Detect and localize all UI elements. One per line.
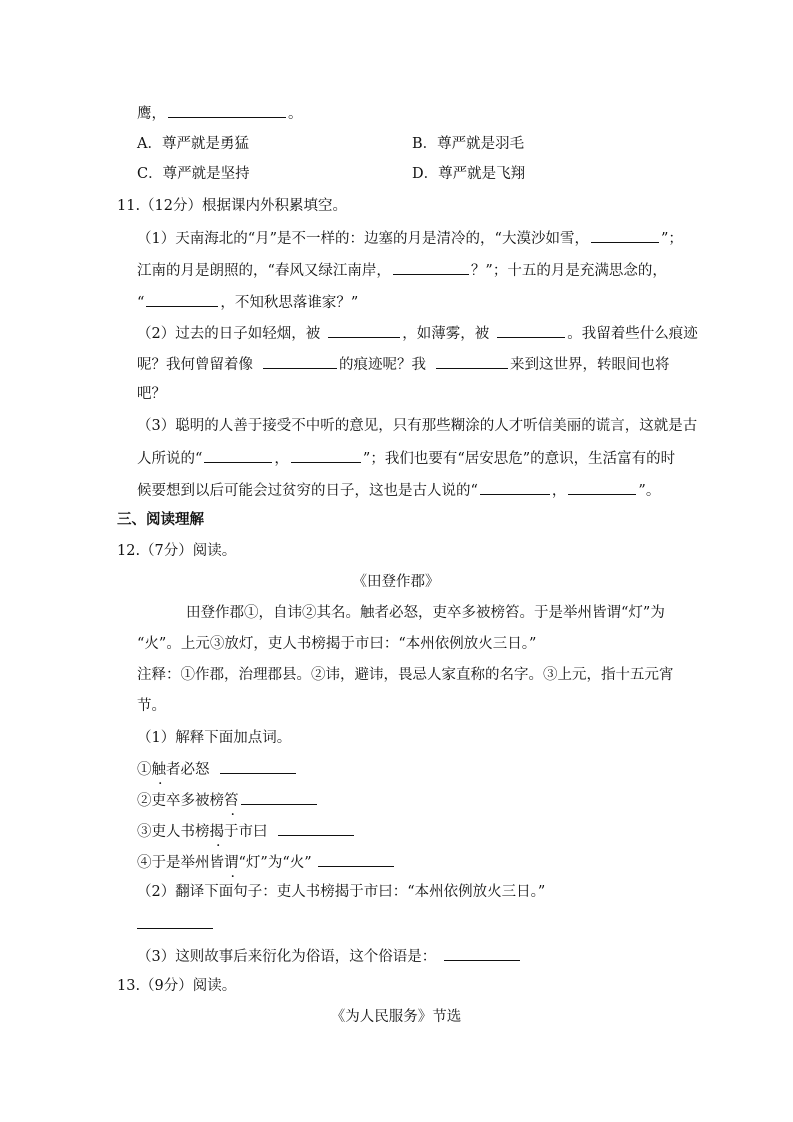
q11-p3-line1: （3）聪明的人善于接受不中听的意见，只有那些糊涂的人才听信美丽的谎言，这就是古 [137, 418, 698, 434]
q10-answer-blank[interactable] [168, 102, 286, 118]
q12-sub3-blank[interactable] [444, 945, 520, 961]
q11-p1-l3-open: “ [137, 295, 145, 311]
q11-p1-l2-end: ？”；十五的月是充满思念的， [470, 263, 667, 279]
q12-sub2-blank[interactable] [137, 913, 213, 929]
q10-tail-prefix: 鹰， [137, 106, 166, 122]
q12-sub2-answer-line [137, 913, 215, 935]
q11-p2-line2 [137, 353, 670, 375]
q11-p2-l2-text: 呢？我何曾留着像 [137, 357, 253, 373]
q12-note-line2: 节。 [137, 698, 166, 714]
q10-tail-line [137, 102, 303, 124]
q12-item3 [137, 820, 356, 842]
q11-p1-l1-end: ”； [660, 231, 683, 247]
q11-p3-l3-end: ”。 [638, 483, 661, 499]
q12-note-line1: 注释：①作郡，治理郡县。②讳，避讳，畏忌人家直称的名字。③上元，指十五元宵 [137, 667, 674, 683]
q12-item2-blank[interactable] [241, 789, 317, 805]
q12-item4-rest: “灯”为“火” [238, 855, 312, 871]
q11-blank-3[interactable] [146, 291, 218, 307]
q11-p2-l1-text: （2）过去的日子如轻烟，被 [137, 326, 321, 342]
q12-item1-blank[interactable] [220, 758, 296, 774]
q12-item1-num: ① [137, 762, 152, 778]
q12-item2-dot-word: 笞 [224, 793, 239, 809]
q11-blank-1[interactable] [591, 227, 659, 243]
q12-item4 [137, 851, 396, 873]
q11-p2-l2-mid: 的痕迹呢？我 [339, 357, 426, 373]
q12-item2 [137, 789, 319, 811]
q11-blank-4[interactable] [328, 322, 400, 338]
q12-item2-text: ②吏卒多被榜 [137, 793, 224, 809]
q12-passage-title: 《田登作郡》 [352, 574, 440, 590]
q11-p3-l2-end: ”；我们也要有“居安思危”的意识，生活富有的时 [362, 451, 676, 467]
option-a[interactable]: A．尊严就是勇猛 [137, 136, 249, 152]
q11-p3-l3-text: 候要想到以后可能会过贫穷的日子，这也是古人说的“ [137, 483, 478, 499]
q11-p1-l3-end: ，不知秋思落谁家？” [220, 295, 359, 311]
q11-p3-line3 [137, 479, 660, 501]
option-d[interactable]: D．尊严就是飞翔 [412, 166, 526, 182]
q11-p3-l3-comma: ， [551, 483, 567, 499]
q12-item1 [137, 758, 298, 780]
q11-p2-l1-mid: ，如薄雾，被 [402, 326, 490, 342]
q11-p3-l2-text: 人所说的“ [137, 451, 203, 467]
q12-item1-rest: 者必怒 [166, 762, 210, 778]
q11-blank-10[interactable] [480, 479, 550, 495]
q12-item3-blank[interactable] [278, 820, 354, 836]
q11-blank-11[interactable] [568, 479, 636, 495]
q11-p1-line3 [137, 291, 358, 313]
q11-blank-2[interactable] [393, 259, 469, 275]
q11-blank-5[interactable] [497, 322, 565, 338]
q11-p2-line3: 吧？ [137, 386, 166, 402]
q11-p3-l2-comma: ， [274, 451, 289, 467]
q13-passage-title: 《为人民服务》节选 [330, 1009, 462, 1025]
q11-p2-l2-end: 来到这世界，转眼间也将 [510, 357, 670, 373]
q12-passage-line2: “火”。上元③放灯，吏人书榜揭于市曰：“本州依例放火三日。” [137, 636, 537, 652]
q12-passage-line1: 田登作郡①，自讳②其名。触者必怒，吏卒多被榜笞。于是举州皆谓“灯”为 [186, 605, 665, 621]
q12-item1-dot-word: 触 [151, 762, 166, 778]
q12-item4-dot-word: 谓 [224, 855, 239, 871]
q11-p1-l1-text: （1）天南海北的“月”是不一样的：边塞的月是清冷的，“大漠沙如雪， [137, 231, 589, 247]
q11-p2-l1-end: 。我留着些什么痕迹 [567, 326, 698, 342]
section-heading: 三、阅读理解 [117, 512, 204, 528]
q11-p1-line1 [137, 227, 683, 249]
option-b[interactable]: B．尊严就是羽毛 [412, 136, 525, 152]
q12-item3-dot-word: 揭 [209, 824, 224, 840]
option-c[interactable]: C．尊严就是坚持 [137, 166, 250, 182]
q13-header: 13.（9分）阅读。 [117, 978, 237, 994]
q11-p3-line2 [137, 447, 675, 469]
q10-tail-suffix: 。 [288, 106, 303, 122]
q12-item3-rest: 于市曰 [224, 824, 268, 840]
q12-sub2: （2）翻译下面句子：吏人书榜揭于市曰：“本州依例放火三日。” [137, 884, 546, 900]
q11-p2-line1 [137, 322, 698, 344]
q12-item3-text: ③吏人书榜 [137, 824, 210, 840]
q12-sub3-text: （3）这则故事后来衍化为俗语，这个俗语是： [137, 949, 437, 965]
q12-item4-text: ④于是举州皆 [137, 855, 224, 871]
q11-header: 11.（12分）根据课内外积累填空。 [117, 198, 348, 214]
q11-blank-8[interactable] [204, 447, 272, 463]
q11-blank-6[interactable] [263, 353, 337, 369]
q11-blank-7[interactable] [436, 353, 508, 369]
q11-p1-line2 [137, 259, 667, 281]
q11-blank-9[interactable] [291, 447, 361, 463]
q12-header: 12.（7分）阅读。 [117, 543, 237, 559]
q11-p1-l2-text: 江南的月是朗照的，“春风又绿江南岸， [137, 263, 391, 279]
q12-sub3 [137, 945, 522, 967]
q12-sub1: （1）解释下面加点词。 [137, 730, 292, 746]
q12-item4-blank[interactable] [318, 851, 394, 867]
